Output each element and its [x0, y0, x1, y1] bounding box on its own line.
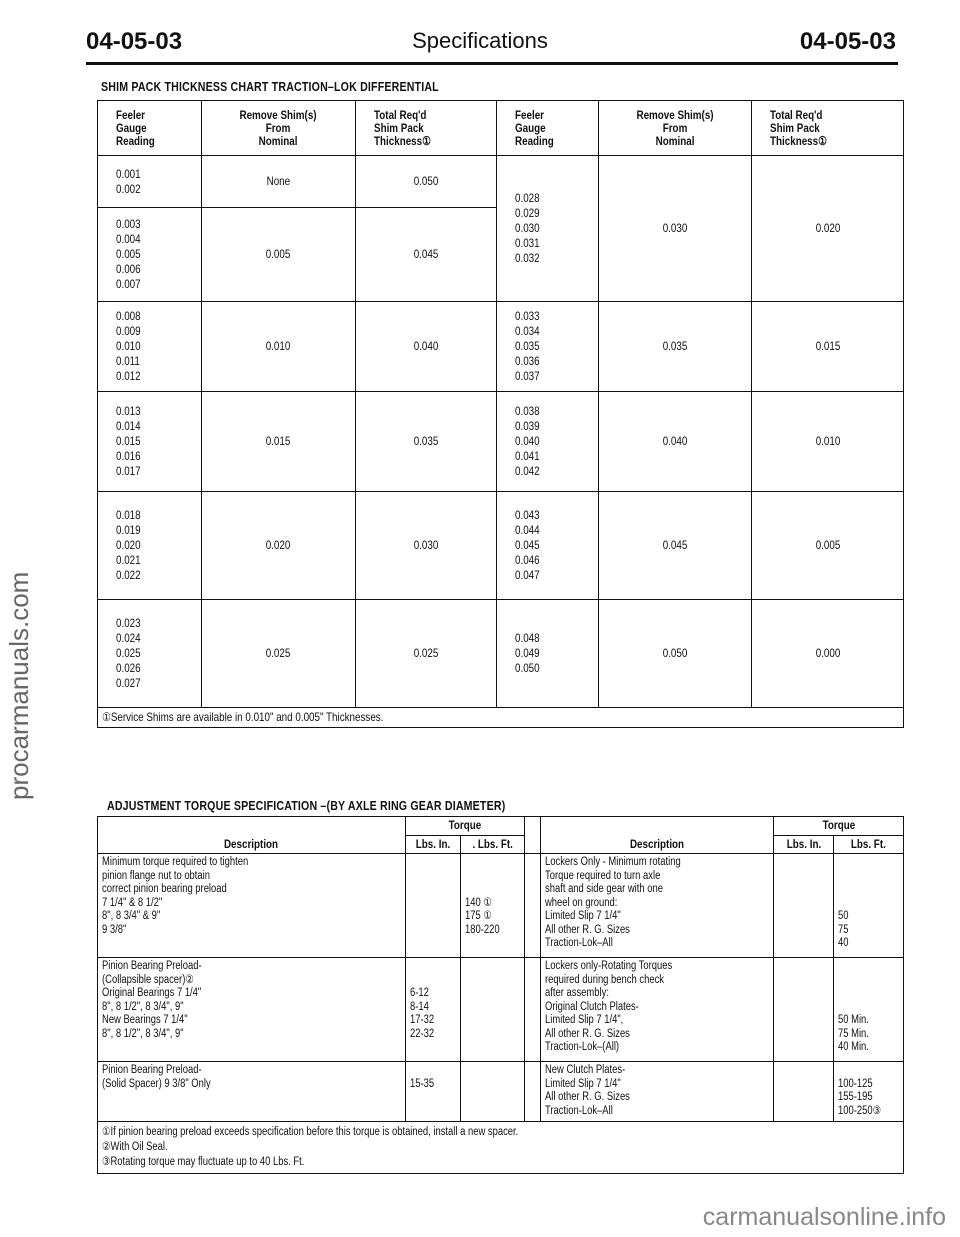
header-rule — [86, 62, 898, 65]
feeler-cell: 0.033 0.034 0.035 0.036 0.037 — [496, 302, 599, 392]
lbs-ft-value — [461, 1062, 525, 1122]
spec-description: Minimum torque required to tighten pinion flange nut to obtain correct pinion bearing preload 7 1/4" & 8 1/2" 8", 8 3/4" & 9" 9 3/8" — [98, 854, 406, 958]
torque-footnotes — [98, 1122, 904, 1174]
shim-footnote: ①Service Shims are available in 0.010" and 0.005" Thicknesses. — [98, 708, 904, 728]
side-watermark: procarmanuals.com — [4, 571, 34, 800]
feeler-cell: 0.003 0.004 0.005 0.006 0.007 — [98, 208, 202, 302]
remove-cell: 0.040 — [599, 392, 752, 492]
footnote-3: ③Rotating torque may fluctuate up to 40 Lbs. Ft. — [102, 1156, 305, 1168]
torque-header: Torque — [405, 817, 525, 836]
lbs-ft-value: 50 75 40 — [834, 854, 904, 958]
feeler-cell: 0.038 0.039 0.040 0.041 0.042 — [496, 392, 599, 492]
remove-cell: 0.035 — [599, 302, 752, 392]
spacer-cell — [525, 854, 541, 958]
lbs-in-value — [405, 854, 461, 958]
col-header-total: Total Req'd Shim Pack Thickness① — [355, 101, 496, 156]
feeler-cell: 0.028 0.029 0.030 0.031 0.032 — [496, 156, 599, 302]
spec-description: Lockers only-Rotating Torques required during bench check after assembly: Original Clutch Plates- Limited Slip 7 1/4", All other R. G. Sizes Traction-Lok–(All) — [541, 958, 774, 1062]
lbs-ft-value: 100-125 155-195 100-250③ — [834, 1062, 904, 1122]
feeler-cell: 0.048 0.049 0.050 — [496, 600, 599, 708]
total-cell: 0.025 — [355, 600, 496, 708]
feeler-cell: 0.001 0.002 — [98, 156, 202, 208]
lbs-in-header: Lbs. In. — [405, 835, 461, 854]
lbs-ft-header-2: Lbs. Ft. — [834, 835, 904, 854]
col-header-total-2: Total Req'd Shim Pack Thickness① — [752, 101, 904, 156]
remove-cell: 0.025 — [201, 600, 355, 708]
col-header-remove-2: Remove Shim(s) From Nominal — [599, 101, 752, 156]
feeler-cell: 0.013 0.014 0.015 0.016 0.017 — [98, 392, 202, 492]
lbs-in-value: 15-35 — [405, 1062, 461, 1122]
spec-description: Pinion Bearing Preload- (Collapsible spacer)② Original Bearings 7 1/4" 8", 8 1/2", 8 3/4", 9" New Bearings 7 1/4" 8", 8 1/2", 8 3/4", 9" — [98, 958, 406, 1062]
lbs-ft-value — [461, 958, 525, 1062]
desc-header-2: Description — [541, 817, 774, 854]
spec-description: Pinion Bearing Preload- (Solid Spacer) 9 3/8" Only — [98, 1062, 406, 1122]
lbs-ft-value: 140 ① 175 ① 180-220 — [461, 854, 525, 958]
total-cell: 0.040 — [355, 302, 496, 392]
remove-cell: 0.050 — [599, 600, 752, 708]
total-cell: 0.050 — [355, 156, 496, 208]
total-cell: 0.005 — [752, 492, 904, 600]
total-cell: 0.035 — [355, 392, 496, 492]
total-cell: 0.010 — [752, 392, 904, 492]
remove-cell: 0.015 — [201, 392, 355, 492]
lbs-in-value: 6-12 8-14 17-32 22-32 — [405, 958, 461, 1062]
feeler-cell: 0.018 0.019 0.020 0.021 0.022 — [98, 492, 202, 600]
bottom-watermark: carmanualsonline.info — [702, 1203, 946, 1231]
lbs-in-header-2: Lbs. In. — [774, 835, 834, 854]
feeler-cell: 0.043 0.044 0.045 0.046 0.047 — [496, 492, 599, 600]
spacer-cell — [525, 958, 541, 1062]
page-title: Specifications — [412, 28, 548, 53]
col-header-remove: Remove Shim(s) From Nominal — [201, 101, 355, 156]
torque-header-2: Torque — [774, 817, 904, 836]
feeler-cell: 0.023 0.024 0.025 0.026 0.027 — [98, 600, 202, 708]
page-code-left: 04-05-03 — [86, 28, 183, 55]
shim-chart-title: SHIM PACK THICKNESS CHART TRACTION–LOK DIFFERENTIAL — [101, 80, 439, 94]
remove-cell: 0.030 — [599, 156, 752, 302]
spec-description: Lockers Only - Minimum rotating Torque required to turn axle shaft and side gear with one wheel on ground: Limited Slip 7 1/4" All other R. G. Sizes Traction-Lok–All — [541, 854, 774, 958]
lbs-in-value — [774, 1062, 834, 1122]
total-cell: 0.015 — [752, 302, 904, 392]
spec-description: New Clutch Plates- Limited Slip 7 1/4" All other R. G. Sizes Traction-Lok–All — [541, 1062, 774, 1122]
remove-cell: None — [201, 156, 355, 208]
lbs-in-value — [774, 854, 834, 958]
desc-header: Description — [98, 817, 406, 854]
total-cell: 0.000 — [752, 600, 904, 708]
torque-spec-table — [97, 816, 904, 1174]
total-cell: 0.020 — [752, 156, 904, 302]
lbs-in-value — [774, 958, 834, 1062]
total-cell: 0.030 — [355, 492, 496, 600]
col-header-feeler: Feeler Gauge Reading — [98, 101, 202, 156]
col-header-feeler-2: Feeler Gauge Reading — [496, 101, 599, 156]
shim-pack-table — [97, 100, 904, 728]
lbs-ft-header: . Lbs. Ft. — [461, 835, 525, 854]
remove-cell: 0.045 — [599, 492, 752, 600]
feeler-cell: 0.008 0.009 0.010 0.011 0.012 — [98, 302, 202, 392]
total-cell: 0.045 — [355, 208, 496, 302]
spacer-column — [525, 817, 541, 854]
footnote-2: ②With Oil Seal. — [102, 1141, 168, 1153]
lbs-ft-value: 50 Min. 75 Min. 40 Min. — [834, 958, 904, 1062]
footnote-1: ①If pinion bearing preload exceeds specification before this torque is obtained, install a new spacer. — [102, 1126, 519, 1138]
remove-cell: 0.010 — [201, 302, 355, 392]
remove-cell: 0.020 — [201, 492, 355, 600]
torque-chart-title: ADJUSTMENT TORQUE SPECIFICATION –(BY AXLE RING GEAR DIAMETER) — [107, 799, 506, 813]
remove-cell: 0.005 — [201, 208, 355, 302]
spacer-cell — [525, 1062, 541, 1122]
page-code-right: 04-05-03 — [799, 28, 896, 55]
